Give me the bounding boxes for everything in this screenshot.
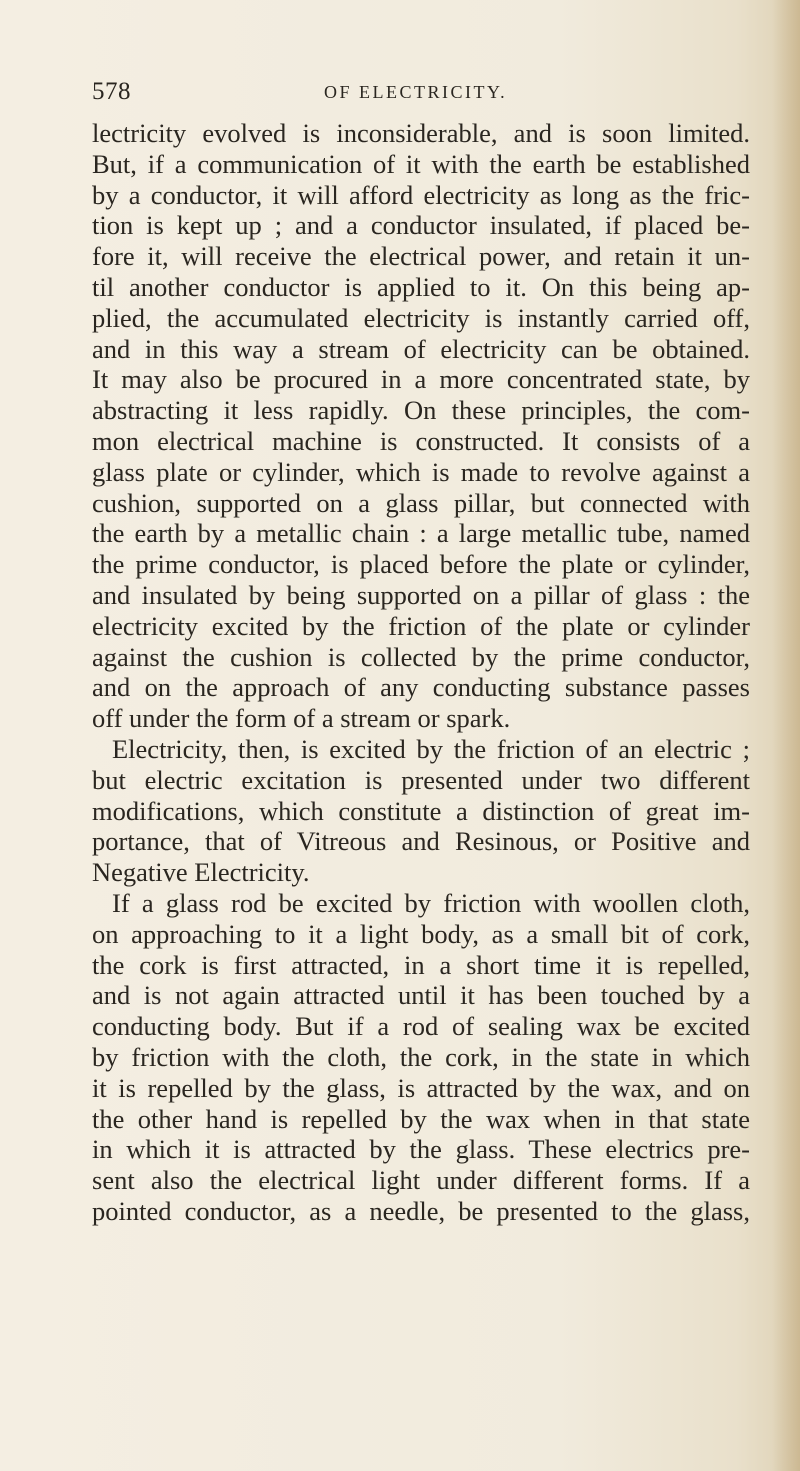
text-line: plied, the accumulated electricity is instantly carried off, bbox=[92, 302, 750, 333]
text-line: til another conductor is applied to it. On this being ap- bbox=[92, 271, 750, 302]
text-line: cushion, supported on a glass pillar, but connected with bbox=[92, 487, 750, 518]
text-line: and is not again attracted until it has been touched by a bbox=[92, 980, 750, 1011]
text-line: and insulated by being supported on a pillar of glass : the bbox=[92, 579, 750, 610]
text-line: by a conductor, it will afford electricity as long as the fric- bbox=[92, 179, 750, 210]
text-line: modifications, which constitute a distinction of great im- bbox=[92, 795, 750, 826]
text-line: electricity excited by the friction of the plate or cylinder bbox=[92, 610, 750, 641]
text-line: abstracting it less rapidly. On these principles, the com- bbox=[92, 395, 750, 426]
text-line: mon electrical machine is constructed. It consists of a bbox=[92, 425, 750, 456]
paragraph bbox=[92, 118, 750, 734]
text-line: and on the approach of any conducting substance passes bbox=[92, 672, 750, 703]
text-line: the cork is first attracted, in a short time it is repelled, bbox=[92, 949, 750, 980]
text-line: by friction with the cloth, the cork, in the state in which bbox=[92, 1041, 750, 1072]
paragraph bbox=[92, 888, 750, 1227]
text-line: fore it, will receive the electrical power, and retain it un- bbox=[92, 241, 750, 272]
text-line: If a glass rod be excited by friction with woollen cloth, bbox=[112, 887, 750, 918]
text-line: off under the form of a stream or spark. bbox=[92, 703, 511, 734]
page-header bbox=[92, 78, 742, 112]
text-line: the other hand is repelled by the wax when in that state bbox=[92, 1103, 750, 1134]
text-line: in which it is attracted by the glass. These electrics pre- bbox=[92, 1134, 750, 1165]
text-line: and in this way a stream of electricity can be obtained. bbox=[92, 333, 750, 364]
text-line: sent also the electrical light under different forms. If a bbox=[92, 1165, 750, 1196]
text-line: portance, that of Vitreous and Resinous, or Positive and bbox=[92, 826, 750, 857]
running-head: OF ELECTRICITY. bbox=[324, 82, 508, 102]
text-line: it is repelled by the glass, is attracted by the wax, and on bbox=[92, 1072, 750, 1103]
text-line: tion is kept up ; and a conductor insulated, if placed be- bbox=[92, 210, 750, 241]
body-text bbox=[92, 118, 750, 1227]
text-line: but electric excitation is presented under two different bbox=[92, 764, 750, 795]
paragraph bbox=[92, 734, 750, 888]
text-line: It may also be procured in a more concentrated state, by bbox=[92, 364, 750, 395]
text-line: pointed conductor, as a needle, be presented to the glass, bbox=[92, 1195, 750, 1226]
page-edge-shadow bbox=[772, 0, 800, 1471]
text-line: the prime conductor, is placed before the plate or cylinder, bbox=[92, 549, 750, 580]
text-line: Negative Electricity. bbox=[92, 857, 310, 888]
text-line: Electricity, then, is excited by the friction of an electric ; bbox=[112, 733, 750, 764]
text-line: the earth by a metallic chain : a large metallic tube, named bbox=[92, 518, 750, 549]
text-line: lectricity evolved is inconsiderable, and is soon limited. bbox=[92, 118, 750, 148]
text-line: against the cushion is collected by the prime conductor, bbox=[92, 641, 750, 672]
text-line: But, if a communication of it with the earth be established bbox=[92, 148, 750, 179]
page-number: 578 bbox=[92, 78, 131, 105]
text-line: conducting body. But if a rod of sealing wax be excited bbox=[92, 1011, 750, 1042]
text-line: on approaching to it a light body, as a small bit of cork, bbox=[92, 918, 750, 949]
text-line: glass plate or cylinder, which is made to revolve against a bbox=[92, 456, 750, 487]
